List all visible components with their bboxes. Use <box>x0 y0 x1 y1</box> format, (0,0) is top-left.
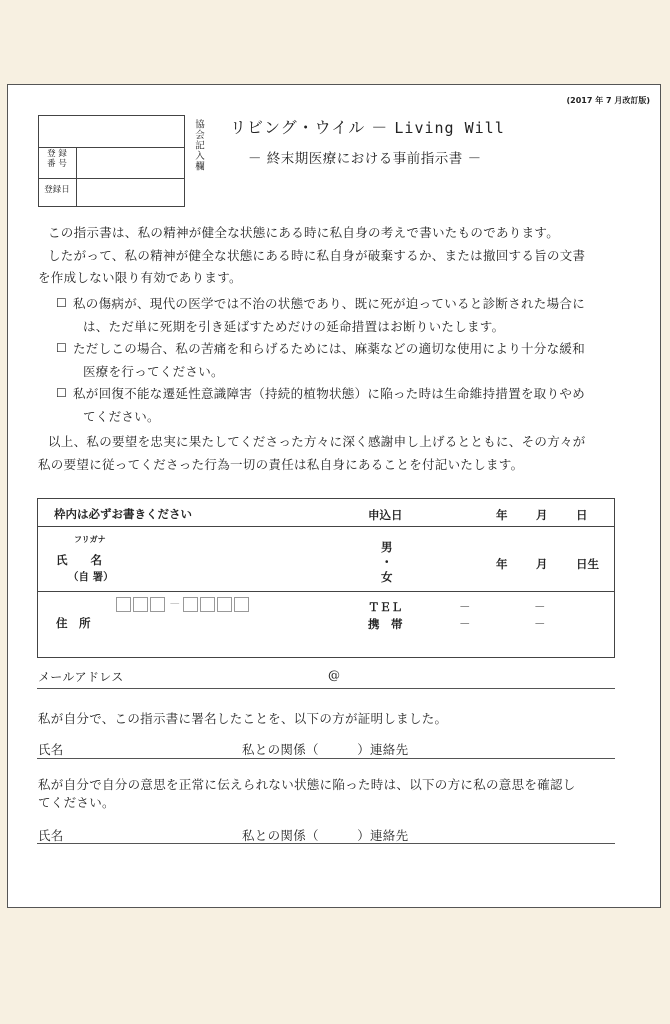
apply-month-label[interactable]: 月 <box>536 508 548 522</box>
form-divider <box>38 526 614 527</box>
mobile-dash-1: － <box>459 617 471 631</box>
item-2-line-2: 医療を行ってください。 <box>83 364 224 379</box>
intro-line-3: を作成しない限り有効であります。 <box>38 270 242 285</box>
furigana-label: フリガナ <box>74 534 106 544</box>
postal-digit-box[interactable] <box>150 597 165 612</box>
applicant-form-box <box>37 498 615 658</box>
document-subtitle: － 終末期医療における事前指示書 － <box>248 151 482 167</box>
mobile-label: 携 帯 <box>368 617 403 631</box>
witness2-statement-line-2: てください。 <box>38 795 115 810</box>
postal-code-boxes[interactable] <box>116 596 251 612</box>
title-jp: リビング・ウイル － <box>230 118 389 137</box>
apply-date-label: 申込日 <box>368 508 403 522</box>
tel-dash-1: － <box>459 600 471 614</box>
postal-digit-box[interactable] <box>234 597 249 612</box>
title-en: Living Will <box>394 119 505 137</box>
witness2-input-line[interactable] <box>37 843 615 844</box>
intro-line-2: したがって、私の精神が健全な状態にある時に私自身が破棄するか、または撤回する旨の文書 <box>48 248 586 263</box>
witness2-statement-line-1: 私が自分で自分の意思を正常に伝えられない状態に陥った時は、以下の方に私の意思を確認し <box>38 777 576 792</box>
association-use-label: 協会記入欄 <box>193 119 204 172</box>
signature-label: （自 署） <box>68 571 114 583</box>
postal-digit-box[interactable] <box>217 597 232 612</box>
intro-line-1: この指示書は、私の精神が健全な状態にある時に私自身の考えで書いたものであります。 <box>48 225 560 240</box>
reg-divider <box>39 178 184 179</box>
living-will-form <box>7 84 661 908</box>
witness2-relation-label: 私との関係（ ）連絡先 <box>242 828 409 843</box>
name-label: 氏 名 <box>56 553 102 567</box>
revision-note: (2017 年 7 月改訂版) <box>566 96 650 105</box>
reg-number-label <box>40 150 74 170</box>
item-1-line-2: は、ただ単に死期を引き延ばすためだけの延命措置はお断りいたします。 <box>83 319 505 334</box>
apply-day-label[interactable]: 日 <box>576 508 588 522</box>
postal-digit-box[interactable] <box>133 597 148 612</box>
postal-digit-box[interactable] <box>200 597 215 612</box>
item-3-checkbox[interactable]: ☐ <box>56 386 67 400</box>
tel-dash-2: － <box>534 600 546 614</box>
gender-separator: ・ <box>381 555 393 569</box>
postal-digit-box[interactable] <box>116 597 131 612</box>
postal-digit-box[interactable] <box>183 597 198 612</box>
witness1-input-line[interactable] <box>37 758 615 759</box>
tel-label: ＴＥＬ <box>368 600 403 614</box>
address-label: 住 所 <box>56 616 91 630</box>
mobile-dash-2: － <box>534 617 546 631</box>
registration-box <box>38 115 185 207</box>
reg-number-label-1: 登 録 <box>47 149 67 159</box>
witness1-relation-label: 私との関係（ ）連絡先 <box>242 742 409 757</box>
gender-female[interactable]: 女 <box>381 570 393 584</box>
closing-line-2: 私の要望に従ってくださった行為一切の責任は私自身にあることを付記いたします。 <box>38 457 524 472</box>
email-label: メールアドレス <box>38 670 124 684</box>
reg-date-label: 登録日 <box>44 185 70 195</box>
reg-divider <box>39 147 184 148</box>
item-1-checkbox[interactable]: ☐ <box>56 296 67 310</box>
birth-day-label[interactable]: 日生 <box>576 557 599 571</box>
witness1-name-label: 氏名 <box>38 742 64 757</box>
gender-male[interactable]: 男 <box>381 540 393 554</box>
item-2-checkbox[interactable]: ☐ <box>56 341 67 355</box>
email-input-line[interactable] <box>37 688 615 689</box>
reg-number-label-2: 番 号 <box>47 158 67 169</box>
postal-dash: － <box>169 597 181 611</box>
item-1-line-1: 私の傷病が、現代の医学では不治の状態であり、既に死が迫っていると診断された場合に <box>73 296 586 311</box>
form-header-note: 枠内は必ずお書きください <box>54 507 192 521</box>
form-divider <box>38 591 614 592</box>
item-3-line-2: てください。 <box>83 409 160 424</box>
reg-vertical-divider <box>76 147 77 206</box>
document-title <box>230 115 505 138</box>
witness1-statement: 私が自分で、この指示書に署名したことを、以下の方が証明しました。 <box>38 711 448 726</box>
email-at-sign: @ <box>328 668 341 682</box>
birth-month-label[interactable]: 月 <box>536 557 548 571</box>
closing-line-1: 以上、私の要望を忠実に果たしてくださった方々に深く感謝申し上げるとともに、その方々が <box>48 434 586 449</box>
witness2-name-label: 氏名 <box>38 828 64 843</box>
item-3-line-1: 私が回復不能な遷延性意識障害（持続的植物状態）に陥った時は生命維持措置を取りやめ <box>73 386 586 401</box>
birth-year-label[interactable]: 年 <box>496 557 508 571</box>
item-2-line-1: ただしこの場合、私の苦痛を和らげるためには、麻薬などの適切な使用により十分な緩和 <box>73 341 586 356</box>
apply-year-label[interactable]: 年 <box>496 508 508 522</box>
